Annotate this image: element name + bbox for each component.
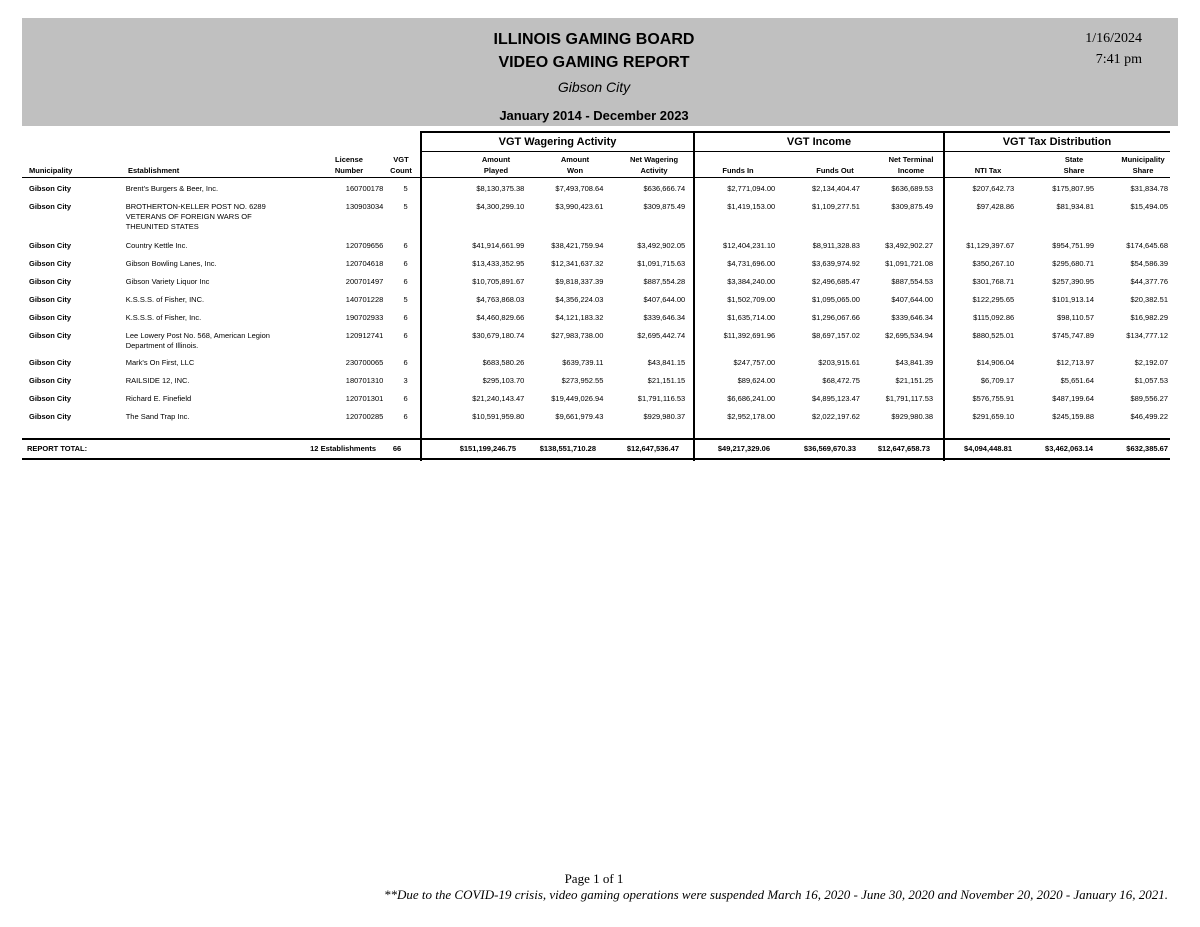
row-license-number: 160700178 xyxy=(345,184,384,193)
col-license: License Number xyxy=(334,155,364,175)
row-nti-tax: $97,428.86 xyxy=(976,202,1015,211)
row-municipality: Gibson City xyxy=(29,412,72,421)
header-rule xyxy=(22,177,1170,178)
row-funds-in: $6,686,241.00 xyxy=(727,394,776,403)
row-amount-won: $27,983,738.00 xyxy=(551,331,604,340)
row-state-share: $295,680.71 xyxy=(1052,259,1095,268)
row-municipality-share: $20,382.51 xyxy=(1130,295,1168,304)
row-license-number: 120701301 xyxy=(345,394,384,403)
col-establishment: Establishment xyxy=(128,166,180,175)
row-vgt-count: 6 xyxy=(403,331,408,340)
row-vgt-count: 3 xyxy=(403,376,408,385)
row-funds-in: $4,731,696.00 xyxy=(727,259,776,268)
row-vgt-count: 6 xyxy=(403,358,408,367)
row-net-terminal-income: $887,554.53 xyxy=(891,277,934,286)
total-rule-top xyxy=(22,438,1170,440)
row-municipality: Gibson City xyxy=(29,331,72,340)
col-funds-in: Funds In xyxy=(722,166,754,175)
row-nti-tax: $122,295.65 xyxy=(972,295,1015,304)
row-nti-tax: $301,768.71 xyxy=(972,277,1015,286)
row-nti-tax: $115,092.86 xyxy=(973,313,1015,322)
row-amount-played: $21,240,143.47 xyxy=(472,394,525,403)
total-state-share: $3,462,063.14 xyxy=(1045,444,1093,453)
row-amount-won: $273,952.55 xyxy=(561,376,604,385)
row-amount-won: $639,739.11 xyxy=(562,358,604,367)
report-period: January 2014 - December 2023 xyxy=(499,108,689,123)
row-net-wagering: $1,791,116.53 xyxy=(637,394,686,403)
row-municipality: Gibson City xyxy=(29,358,72,367)
row-amount-won: $12,341,637.32 xyxy=(551,259,604,268)
row-amount-won: $4,356,224.03 xyxy=(555,295,604,304)
page-number: Page 1 of 1 xyxy=(564,871,624,886)
row-amount-played: $4,763,868.03 xyxy=(476,295,525,304)
row-funds-out: $8,911,328.83 xyxy=(812,241,860,250)
row-net-wagering: $1,091,715.63 xyxy=(637,259,686,268)
row-municipality-share: $16,982.29 xyxy=(1130,313,1168,322)
row-municipality: Gibson City xyxy=(29,295,72,304)
row-municipality: Gibson City xyxy=(29,394,72,403)
total-nti: $12,647,658.73 xyxy=(877,444,930,453)
covid-footnote: **Due to the COVID-19 crisis, video gaming operations were suspended March 16, 2020 - June 30, 2020 and November 20, 2020 - January 16, 2021. xyxy=(384,887,1168,902)
row-net-wagering: $636,666.74 xyxy=(643,184,686,193)
row-municipality-share: $2,192.07 xyxy=(1134,358,1168,367)
group-income: VGT Income xyxy=(694,131,944,152)
row-municipality: Gibson City xyxy=(29,241,72,250)
row-net-terminal-income: $43,841.39 xyxy=(895,358,934,367)
row-license-number: 230700065 xyxy=(345,358,384,367)
row-funds-out: $2,496,685.47 xyxy=(812,277,860,286)
total-municipality-share: $632,385.67 xyxy=(1126,444,1168,453)
row-municipality-share: $134,777.12 xyxy=(1126,331,1168,340)
row-net-wagering: $887,554.28 xyxy=(643,277,686,286)
row-funds-out: $3,639,974.92 xyxy=(812,259,860,268)
row-municipality-share: $15,494.05 xyxy=(1130,202,1168,211)
col-amount-played: Amount Played xyxy=(481,155,511,175)
row-funds-in: $1,502,709.00 xyxy=(727,295,776,304)
total-establishments: 12 Establishments xyxy=(310,444,376,453)
row-state-share: $101,913.14 xyxy=(1052,295,1095,304)
row-amount-won: $4,121,183.32 xyxy=(555,313,604,322)
report-title-report: VIDEO GAMING REPORT xyxy=(498,54,690,71)
total-rule-bottom xyxy=(22,458,1170,460)
row-amount-played: $8,130,375.38 xyxy=(476,184,525,193)
row-vgt-count: 5 xyxy=(403,202,408,211)
row-funds-in: $11,392,691.96 xyxy=(723,331,776,340)
row-net-wagering: $309,875.49 xyxy=(643,202,686,211)
report-date: 1/16/2024 xyxy=(1085,31,1142,46)
row-amount-played: $13,433,352.95 xyxy=(472,259,525,268)
table-row xyxy=(22,358,1170,376)
row-net-terminal-income: $1,791,117.53 xyxy=(885,394,934,403)
row-nti-tax: $350,267.10 xyxy=(972,259,1015,268)
row-amount-played: $4,460,829.66 xyxy=(476,313,525,322)
row-establishment: Mark's On First, LLC xyxy=(125,358,195,367)
row-net-terminal-income: $3,492,902.27 xyxy=(885,241,934,250)
row-nti-tax: $14,906.04 xyxy=(976,358,1015,367)
total-nti-tax: $4,094,448.81 xyxy=(964,444,1012,453)
col-municipality-share: Municipality Share xyxy=(1121,155,1165,175)
total-won: $138,551,710.28 xyxy=(539,444,596,453)
table-row xyxy=(22,412,1170,430)
row-vgt-count: 6 xyxy=(403,313,408,322)
col-state-share: State Share xyxy=(1063,155,1085,175)
col-funds-out: Funds Out xyxy=(816,166,854,175)
row-license-number: 120912741 xyxy=(345,331,384,340)
row-state-share: $745,747.89 xyxy=(1052,331,1095,340)
row-amount-played: $10,591,959.80 xyxy=(472,412,525,421)
row-municipality-share: $54,586.39 xyxy=(1130,259,1168,268)
row-funds-in: $1,419,153.00 xyxy=(727,202,776,211)
row-amount-played: $30,679,180.74 xyxy=(472,331,525,340)
row-net-wagering: $2,695,442.74 xyxy=(637,331,686,340)
row-state-share: $12,713.97 xyxy=(1056,358,1095,367)
row-amount-played: $10,705,891.67 xyxy=(472,277,525,286)
row-license-number: 130903034 xyxy=(345,202,384,211)
row-state-share: $487,199.64 xyxy=(1052,394,1095,403)
row-funds-in: $12,404,231.10 xyxy=(723,241,776,250)
row-funds-in: $1,635,714.00 xyxy=(727,313,776,322)
total-funds-in: $49,217,329.06 xyxy=(717,444,770,453)
row-municipality: Gibson City xyxy=(29,277,72,286)
row-state-share: $954,751.99 xyxy=(1052,241,1095,250)
row-municipality-share: $46,499.22 xyxy=(1130,412,1168,421)
table-row xyxy=(22,277,1170,295)
row-net-terminal-income: $21,151.25 xyxy=(895,376,934,385)
row-vgt-count: 6 xyxy=(403,259,408,268)
row-amount-played: $295,103.70 xyxy=(482,376,525,385)
row-net-terminal-income: $309,875.49 xyxy=(891,202,934,211)
row-net-wagering: $3,492,902.05 xyxy=(637,241,686,250)
row-state-share: $98,110.57 xyxy=(1057,313,1095,322)
row-amount-played: $41,914,661.99 xyxy=(472,241,525,250)
row-vgt-count: 5 xyxy=(403,184,408,193)
row-net-wagering: $929,980.37 xyxy=(643,412,686,421)
row-nti-tax: $880,525.01 xyxy=(972,331,1015,340)
total-net-wagering: $12,647,536.47 xyxy=(626,444,679,453)
row-vgt-count: 5 xyxy=(403,295,408,304)
table-row xyxy=(22,184,1170,202)
establishments-table xyxy=(22,184,1170,430)
report-title-board: ILLINOIS GAMING BOARD xyxy=(493,31,695,48)
row-amount-played: $4,300,299.10 xyxy=(476,202,525,211)
row-net-terminal-income: $636,689.53 xyxy=(891,184,934,193)
row-municipality: Gibson City xyxy=(29,202,72,211)
row-nti-tax: $1,129,397.67 xyxy=(966,241,1015,250)
group-tax-distribution: VGT Tax Distribution xyxy=(944,131,1170,152)
row-municipality: Gibson City xyxy=(29,313,72,322)
table-row xyxy=(22,394,1170,412)
table-row xyxy=(22,331,1170,358)
row-nti-tax: $291,659.10 xyxy=(972,412,1015,421)
col-net-terminal-income: Net Terminal Income xyxy=(888,155,934,175)
row-license-number: 180701310 xyxy=(345,376,384,385)
row-net-wagering: $43,841.15 xyxy=(647,358,686,367)
row-funds-in: $2,952,178.00 xyxy=(727,412,776,421)
row-municipality-share: $44,377.76 xyxy=(1130,277,1168,286)
row-establishment: RAILSIDE 12, INC. xyxy=(125,376,190,385)
report-total-row xyxy=(22,443,1170,455)
row-amount-won: $9,818,337.39 xyxy=(555,277,604,286)
row-establishment: K.S.S.S. of Fisher, Inc. xyxy=(125,313,202,322)
row-net-wagering: $339,646.34 xyxy=(643,313,686,322)
row-funds-in: $89,624.00 xyxy=(737,376,776,385)
row-establishment: K.S.S.S. of Fisher, INC. xyxy=(125,295,205,304)
report-municipality: Gibson City xyxy=(557,79,631,95)
row-funds-out: $203,915.61 xyxy=(818,358,860,367)
row-establishment: Lee Lowery Post No. 568, American Legion Department of Illinois. xyxy=(125,331,270,350)
table-row xyxy=(22,376,1170,394)
table-row xyxy=(22,202,1170,241)
row-amount-won: $19,449,026.94 xyxy=(551,394,604,403)
row-vgt-count: 6 xyxy=(403,241,408,250)
row-funds-out: $68,472.75 xyxy=(822,376,860,385)
total-played: $151,199,246.75 xyxy=(459,444,516,453)
report-time: 7:41 pm xyxy=(1095,52,1142,67)
table-row xyxy=(22,295,1170,313)
row-funds-out: $1,095,065.00 xyxy=(812,295,860,304)
row-net-wagering: $407,644.00 xyxy=(643,295,686,304)
row-municipality: Gibson City xyxy=(29,259,72,268)
row-establishment: Richard E. Finefield xyxy=(125,394,192,403)
row-establishment: The Sand Trap Inc. xyxy=(125,412,190,421)
table-row xyxy=(22,241,1170,259)
row-funds-in: $247,757.00 xyxy=(733,358,776,367)
col-nti-tax: NTI Tax xyxy=(974,166,1002,175)
row-amount-won: $7,493,708.64 xyxy=(555,184,604,193)
row-municipality: Gibson City xyxy=(29,376,72,385)
total-funds-out: $36,569,670.33 xyxy=(803,444,856,453)
table-row xyxy=(22,313,1170,331)
row-license-number: 200701497 xyxy=(345,277,384,286)
row-amount-played: $683,580.26 xyxy=(482,358,525,367)
row-funds-out: $2,022,197.62 xyxy=(812,412,860,421)
row-establishment: Country Kettle Inc. xyxy=(125,241,188,250)
row-state-share: $81,934.81 xyxy=(1056,202,1095,211)
row-nti-tax: $576,755.91 xyxy=(972,394,1015,403)
row-establishment: Brent's Burgers & Beer, Inc. xyxy=(125,184,219,193)
row-funds-out: $1,109,277.51 xyxy=(812,202,860,211)
row-establishment: Gibson Bowling Lanes, Inc. xyxy=(125,259,217,268)
row-nti-tax: $207,642.73 xyxy=(972,184,1015,193)
row-municipality-share: $31,834.78 xyxy=(1130,184,1168,193)
row-license-number: 120704618 xyxy=(345,259,384,268)
row-license-number: 190702933 xyxy=(345,313,384,322)
row-nti-tax: $6,709.17 xyxy=(980,376,1015,385)
total-label: REPORT TOTAL: xyxy=(27,444,88,453)
row-municipality: Gibson City xyxy=(29,184,72,193)
col-net-wagering: Net Wagering Activity xyxy=(629,155,679,175)
table-row xyxy=(22,259,1170,277)
row-establishment: Gibson Variety Liquor Inc xyxy=(125,277,210,286)
row-amount-won: $38,421,759.94 xyxy=(551,241,604,250)
row-municipality-share: $174,645.68 xyxy=(1126,241,1168,250)
row-state-share: $257,390.95 xyxy=(1052,277,1095,286)
row-vgt-count: 6 xyxy=(403,277,408,286)
total-count: 66 xyxy=(392,444,402,453)
row-state-share: $245,159.88 xyxy=(1052,412,1095,421)
row-vgt-count: 6 xyxy=(403,394,408,403)
col-municipality: Municipality xyxy=(29,166,73,175)
row-funds-out: $1,296,067.66 xyxy=(812,313,860,322)
row-funds-in: $3,384,240.00 xyxy=(727,277,776,286)
row-funds-in: $2,771,094.00 xyxy=(727,184,776,193)
row-municipality-share: $89,556.27 xyxy=(1130,394,1168,403)
row-municipality-share: $1,057.53 xyxy=(1134,376,1168,385)
row-net-terminal-income: $929,980.38 xyxy=(891,412,934,421)
row-vgt-count: 6 xyxy=(403,412,408,421)
row-net-terminal-income: $407,644.00 xyxy=(891,295,934,304)
row-net-terminal-income: $339,646.34 xyxy=(891,313,934,322)
row-state-share: $5,651.64 xyxy=(1060,376,1095,385)
col-amount-won: Amount Won xyxy=(560,155,590,175)
row-amount-won: $3,990,423.61 xyxy=(555,202,604,211)
row-net-terminal-income: $2,695,534.94 xyxy=(885,331,934,340)
group-wagering-activity: VGT Wagering Activity xyxy=(421,131,694,152)
row-license-number: 140701228 xyxy=(345,295,384,304)
row-license-number: 120700285 xyxy=(345,412,384,421)
row-net-wagering: $21,151.15 xyxy=(647,376,686,385)
row-funds-out: $4,895,123.47 xyxy=(812,394,860,403)
row-funds-out: $8,697,157.02 xyxy=(812,331,860,340)
row-amount-won: $9,661,979.43 xyxy=(555,412,604,421)
row-establishment: BROTHERTON-KELLER POST NO. 6289 VETERANS OF FOREIGN WARS OF THEUNITED STATES xyxy=(125,202,266,231)
row-net-terminal-income: $1,091,721.08 xyxy=(885,259,934,268)
row-state-share: $175,807.95 xyxy=(1052,184,1095,193)
row-license-number: 120709656 xyxy=(345,241,384,250)
row-funds-out: $2,134,404.47 xyxy=(812,184,860,193)
col-vgt-count: VGT Count xyxy=(390,155,412,175)
